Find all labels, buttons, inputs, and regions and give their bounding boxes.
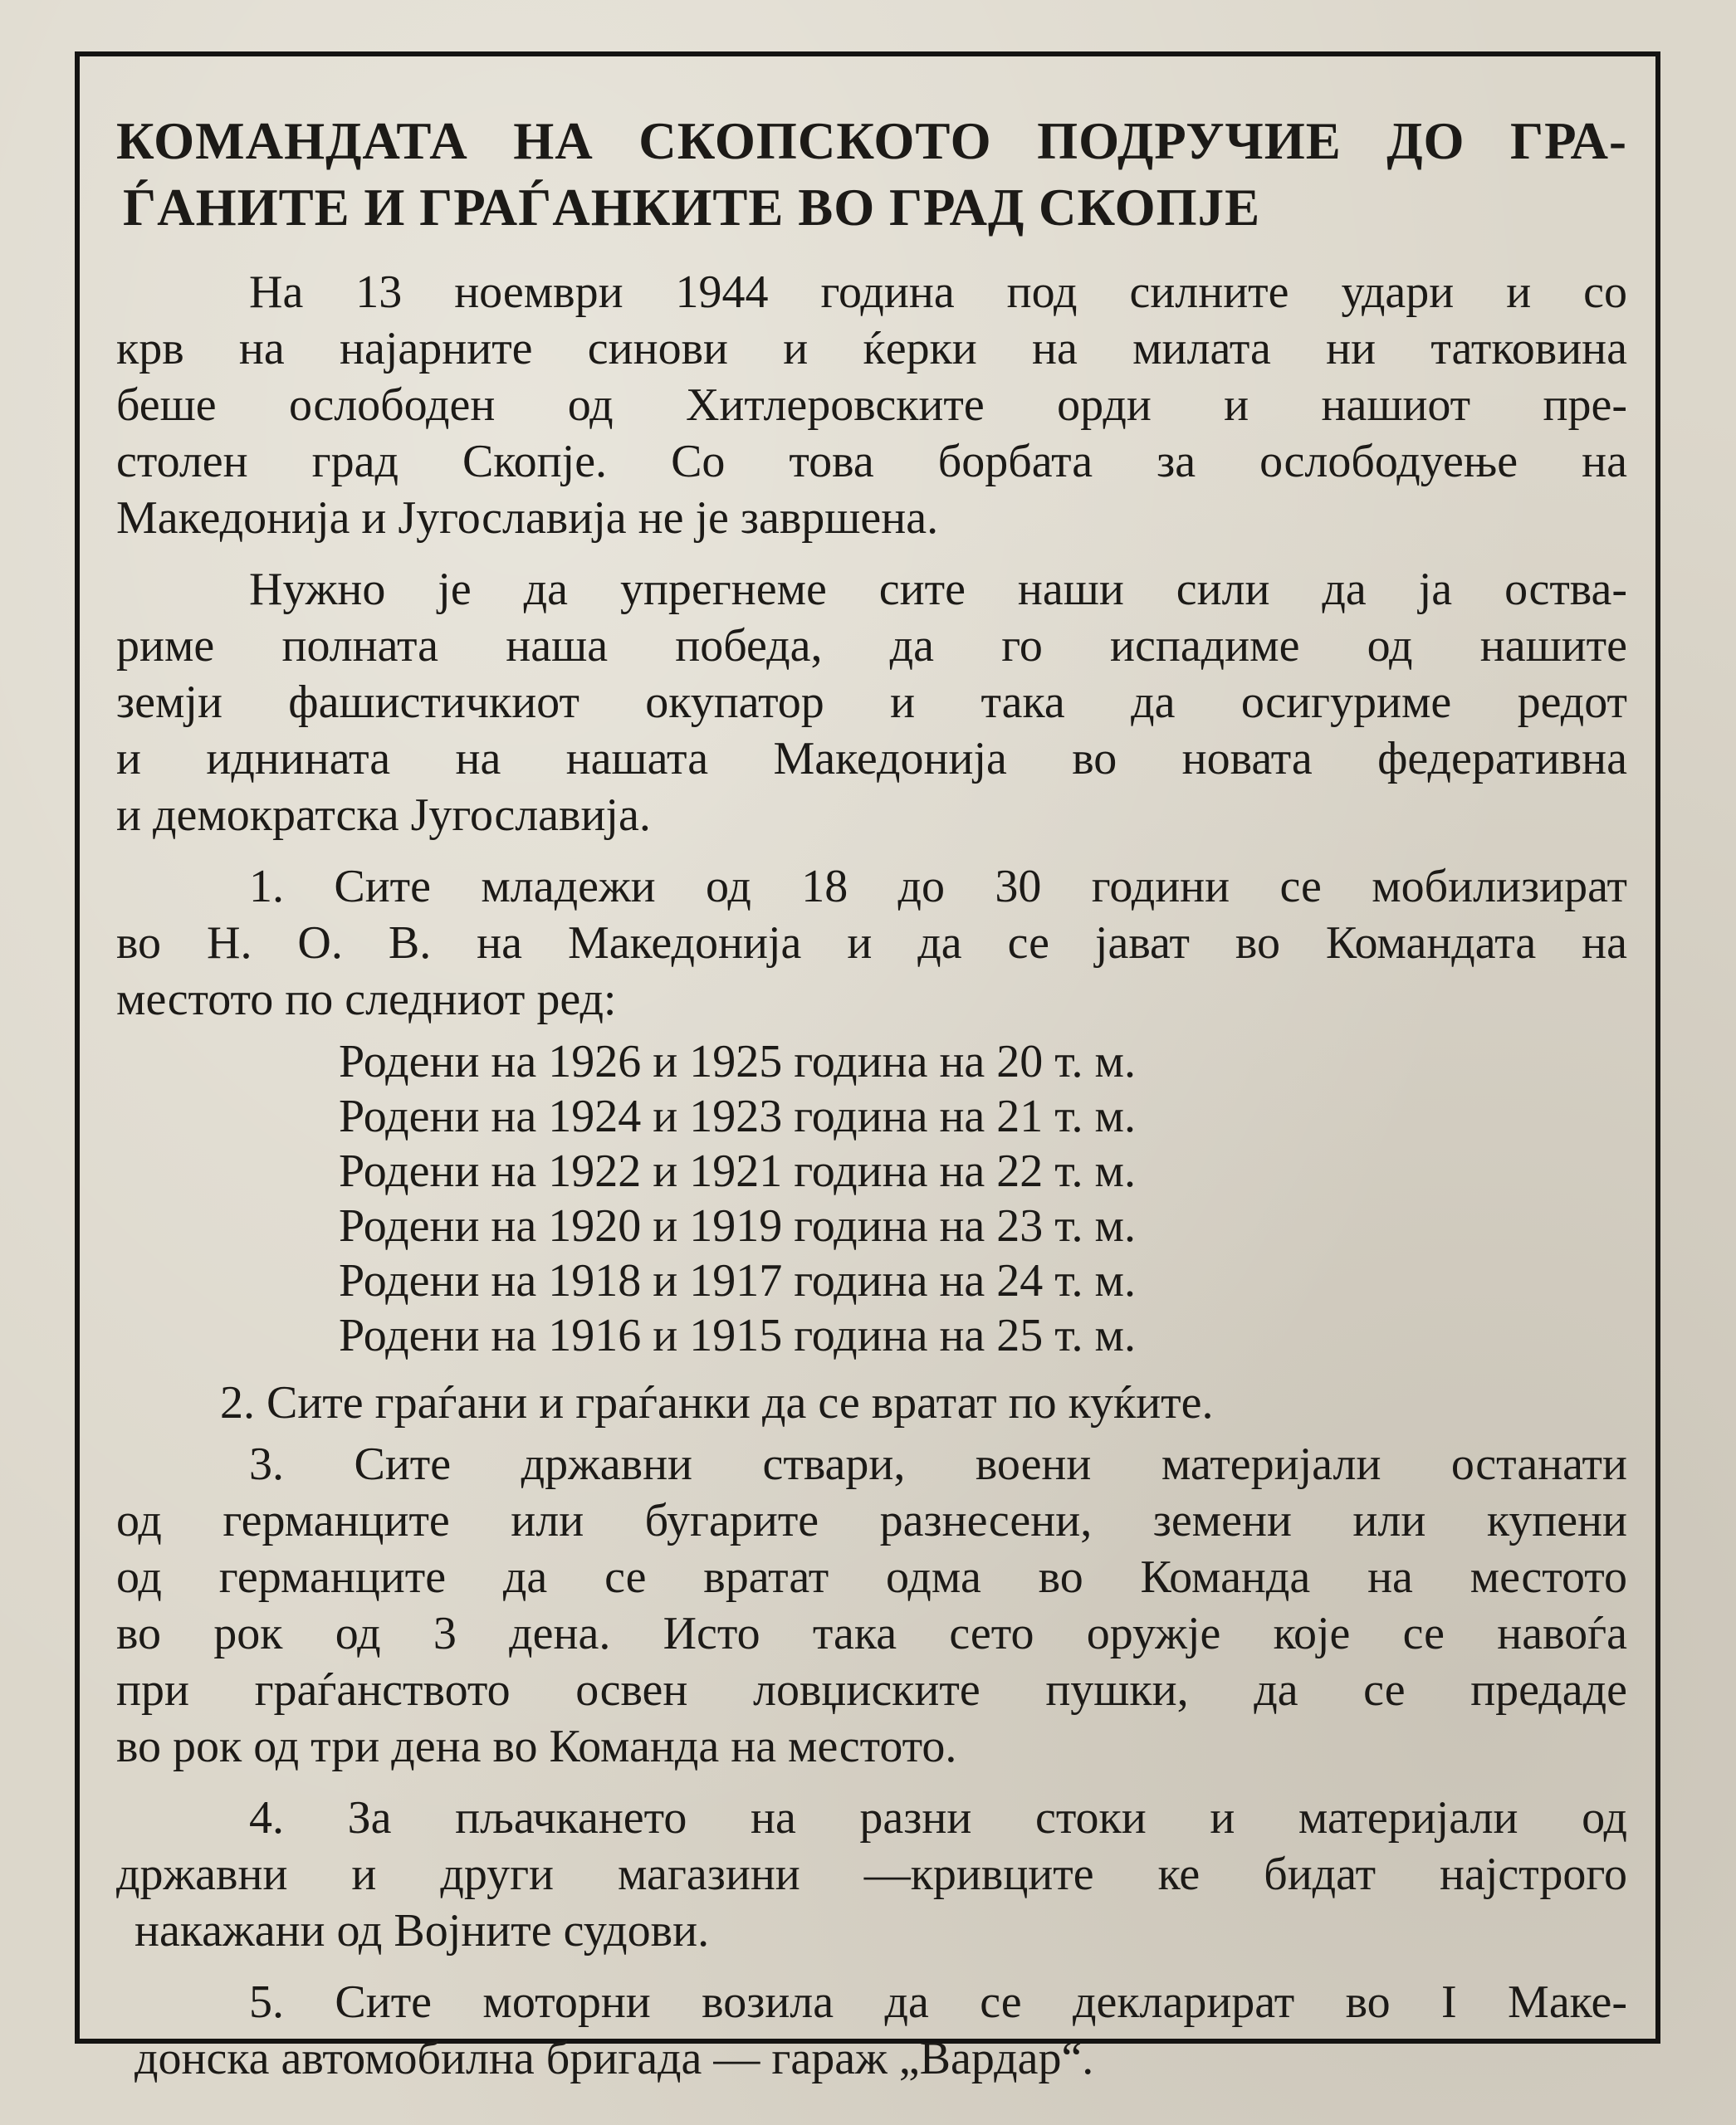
schedule-row: Родени на 1922 и 1921 година на 22 т. м. xyxy=(339,1146,1136,1197)
text-line: 1. Сите младежи од 18 до 30 години се мобилизират xyxy=(249,861,1627,912)
item-3-state-property xyxy=(116,1436,1627,1775)
text-line: местото по следниот ред: xyxy=(116,974,617,1025)
text-line: државни и други магазини —кривците ке бидат најстрого xyxy=(116,1849,1627,1900)
text-line: и демократска Југославија. xyxy=(116,789,651,841)
text-line: во рок од 3 дена. Исто така сето оружје које се навоѓа xyxy=(116,1608,1627,1659)
text-line: во Н. О. В. на Македонија и да се јават во Командата на xyxy=(116,917,1627,969)
item-4-looting xyxy=(116,1790,1627,1959)
text-line: На 13 ноември 1944 година под силните удари и со xyxy=(249,266,1627,318)
schedule-row: Родени на 1926 и 1925 година на 20 т. м. xyxy=(339,1036,1136,1087)
text-line: Македонија и Југославија не је завршена. xyxy=(116,492,939,544)
text-line: риме полната наша победа, да го испадиме од нашите xyxy=(116,620,1627,672)
title-line: КОМАНДАТА НА СКОПСКОТО ПОДРУЧИЕ ДО ГРА- xyxy=(116,112,1627,170)
text-line: донска автомобилна бригада — гараж „Вардар“. xyxy=(134,2033,1094,2084)
item-2-return-home xyxy=(116,1375,1627,1431)
text-line: столен град Скопје. Со това борбата за ослободуење на xyxy=(116,436,1627,487)
text-line: 5. Сите моторни возила да се декларират во I Маке- xyxy=(249,1976,1627,2028)
item-5-vehicles xyxy=(116,1974,1627,2087)
schedule-row: Родени на 1918 и 1917 година на 24 т. м. xyxy=(339,1255,1136,1307)
text-line: беше ослободен од Хитлеровските орди и нашиот пре- xyxy=(116,379,1627,431)
schedule-row: Родени на 1920 и 1919 година на 23 т. м. xyxy=(339,1200,1136,1252)
proclamation-title xyxy=(116,108,1627,241)
schedule-row: Родени на 1916 и 1915 година на 25 т. м. xyxy=(339,1310,1136,1361)
call-paragraph xyxy=(116,561,1627,843)
text-line: од германците или бугарите разнесени, земени или купени xyxy=(116,1495,1627,1546)
proclamation xyxy=(116,108,1627,2102)
text-line: крв на најарните синови и ќерки на милата ни татковина xyxy=(116,323,1627,374)
text-line: 3. Сите државни ствари, воени материјали останати xyxy=(249,1439,1627,1490)
text-line: во рок од три дена во Команда на местото. xyxy=(116,1721,957,1772)
text-line: 4. За пљачкането на разни стоки и материјали од xyxy=(249,1792,1627,1844)
schedule-row: Родени на 1924 и 1923 година на 21 т. м. xyxy=(339,1091,1136,1142)
item-1-mobilization xyxy=(116,858,1627,1028)
mobilization-schedule xyxy=(339,1034,1627,1363)
text-line: при граѓанството освен ловџиските пушки, да се предаде xyxy=(116,1664,1627,1716)
text-line: од германците да се вратат одма во Команда на местото xyxy=(116,1551,1627,1603)
intro-paragraph xyxy=(116,264,1627,546)
title-line: ЃАНИТЕ И ГРАЃАНКИТЕ ВО ГРАД СКОПЈЕ xyxy=(123,178,1261,237)
text-line: земји фашистичкиот окупатор и така да осигуриме редот xyxy=(116,677,1627,728)
text-line: Нужно је да упрегнеме сите наши сили да ја оства- xyxy=(249,564,1627,615)
text-line: накажани од Војните судови. xyxy=(134,1905,710,1956)
text-line: и иднината на нашата Македонија во новата федеративна xyxy=(116,733,1627,784)
text-line: 2. Сите граѓани и граѓанки да се вратат по куќите. xyxy=(220,1377,1214,1429)
